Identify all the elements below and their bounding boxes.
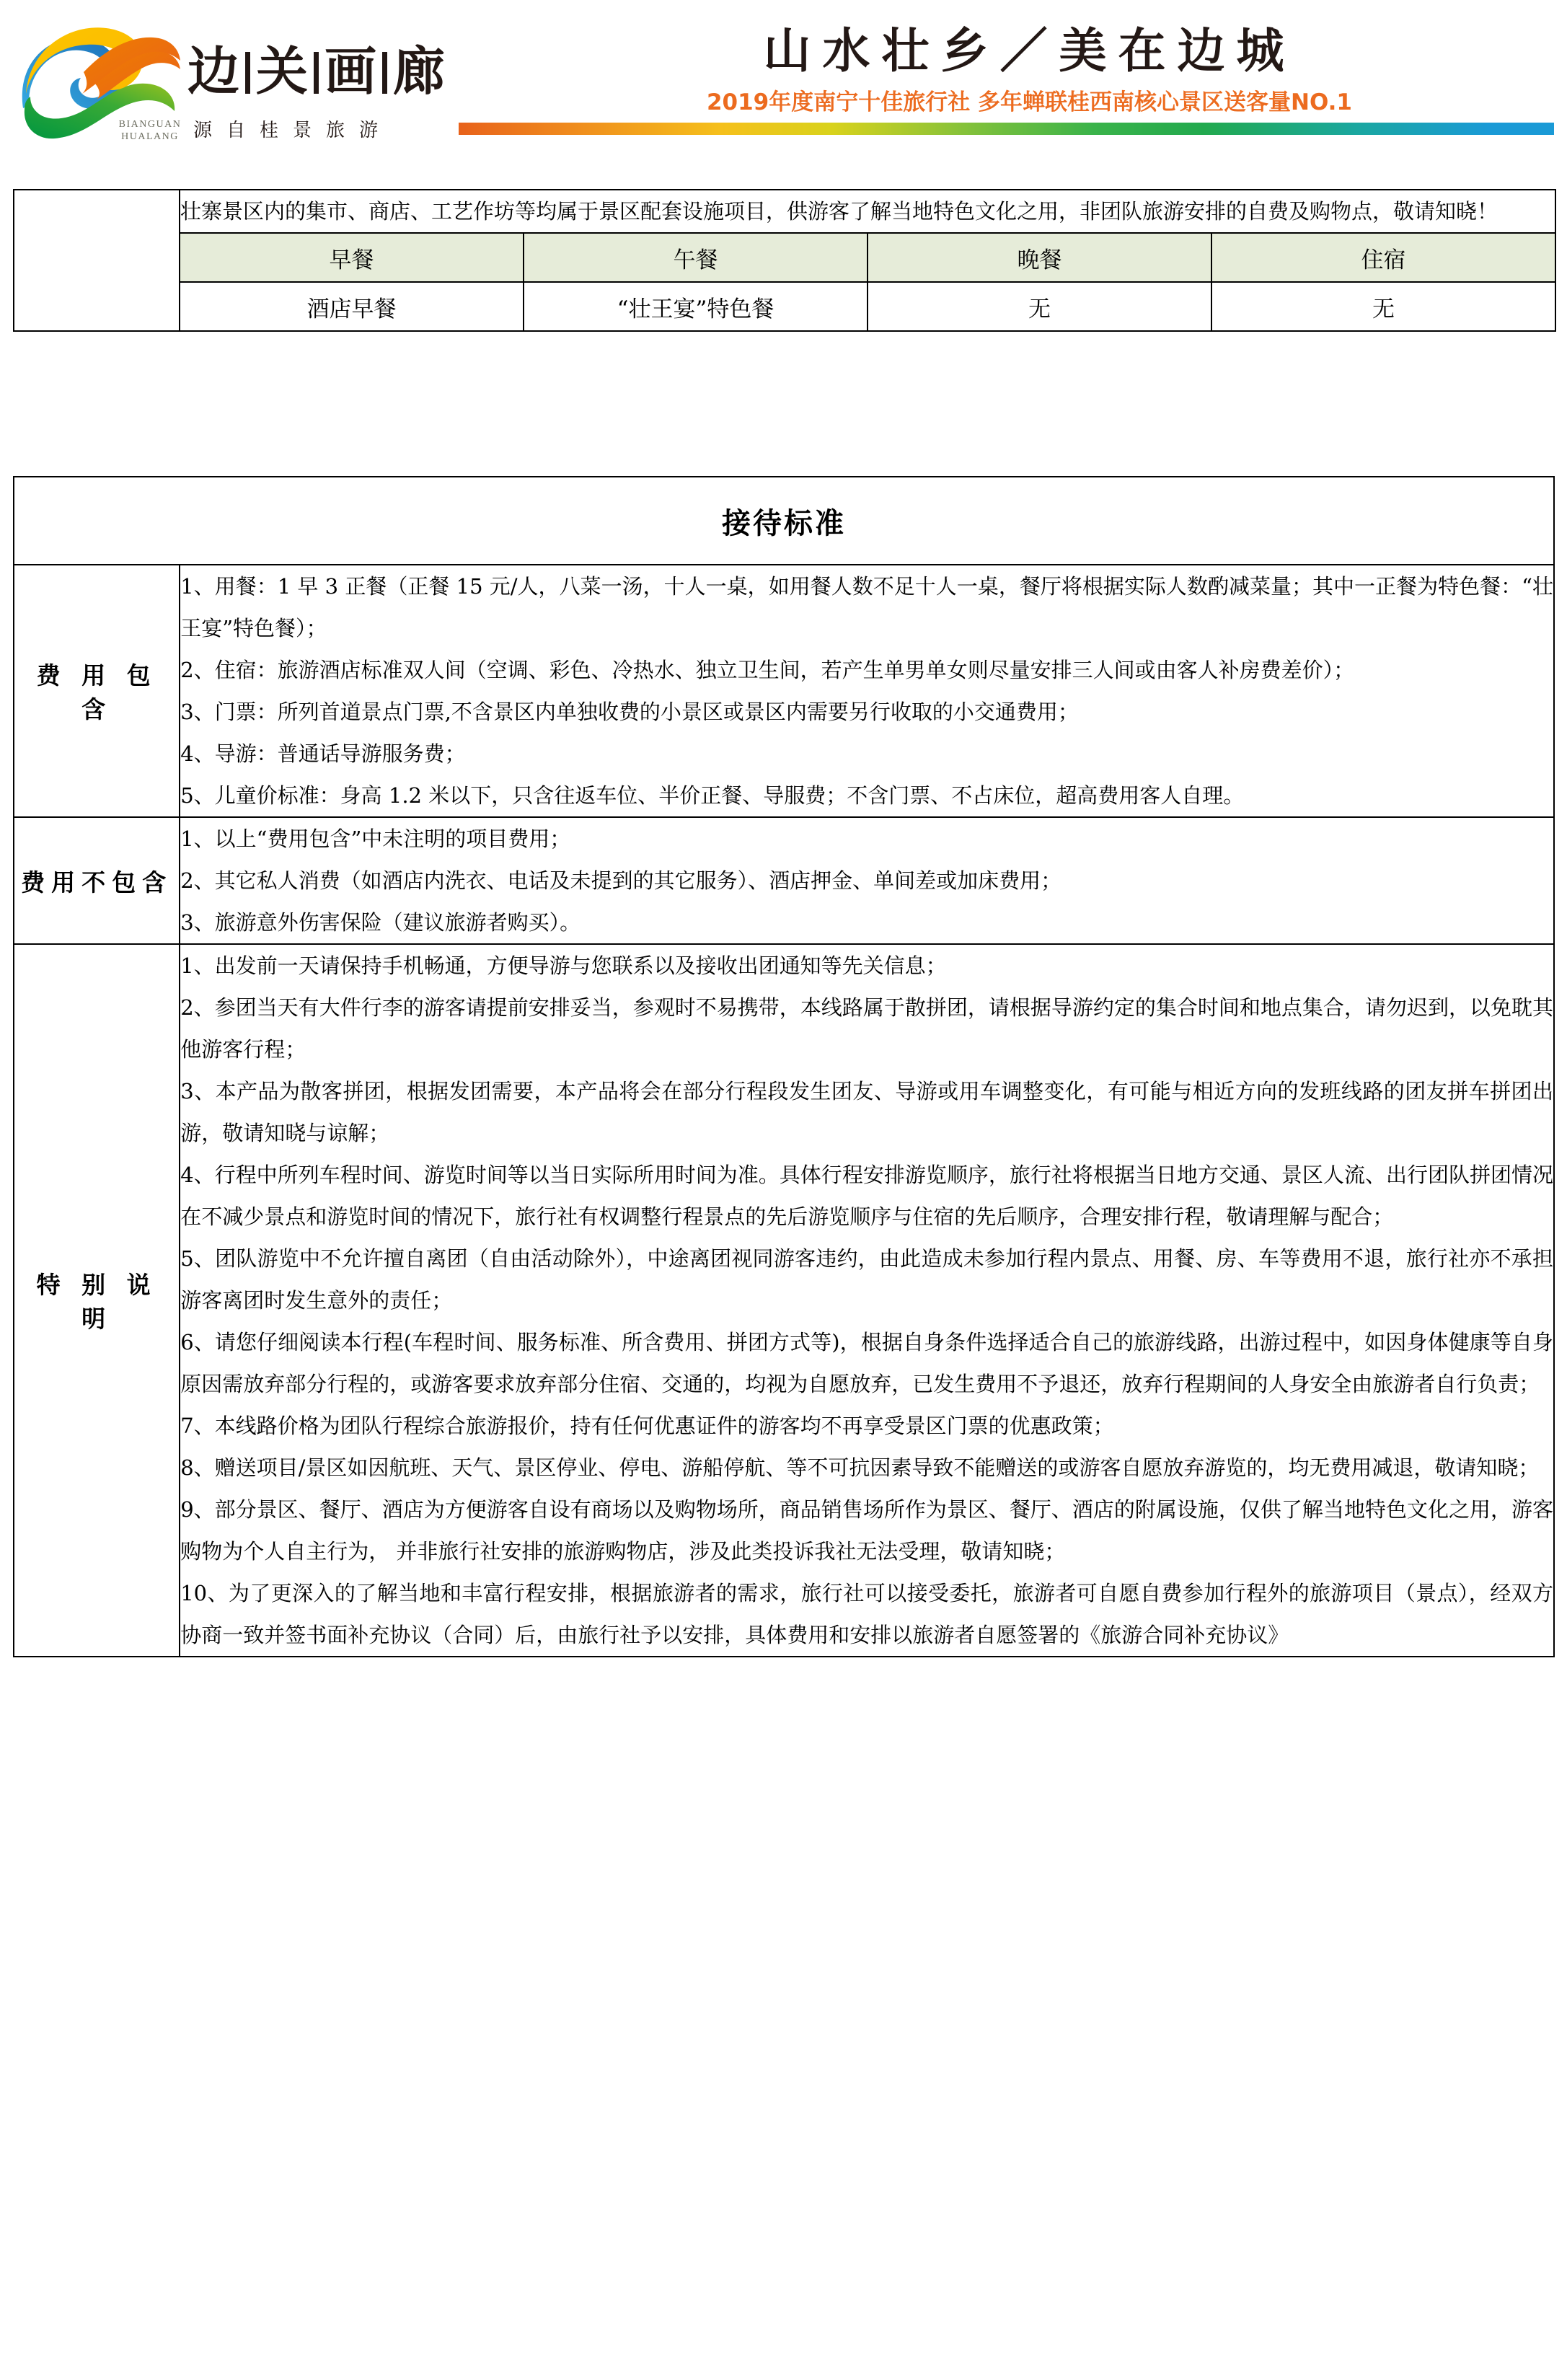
special-note-item-8: 8、赠送项目/景区如因航班、天气、景区停业、停电、游船停航、等不可抗因素导致不能赠送的或游客自愿放弃游览的，均无费用减退，敬请知晓； <box>180 1455 1540 1480</box>
meal-header-dinner: 晚餐 <box>868 233 1211 282</box>
meal-header-lunch: 午餐 <box>524 233 868 282</box>
logo-word-char-4: 廊 <box>393 41 446 102</box>
meal-value-dinner: 无 <box>868 282 1211 331</box>
special-note-item-3: 3、本产品为散客拼团，根据发团需要，本产品将会在部分行程段发生团友、导游或用车调整变化，有可能与相近方向的发班线路的团友拼车拼团出游，敬请知晓与谅解； <box>180 1079 1553 1145</box>
meal-value-lunch: “壮王宴”特色餐 <box>524 282 868 331</box>
logo-divider-3 <box>382 52 387 94</box>
row-label-fee-excluded: 费用不包含 <box>14 817 180 944</box>
table-row-fee-excluded <box>14 817 1554 944</box>
fee-included-item-4: 4、导游：普通话导游服务费； <box>180 741 466 766</box>
reception-standards-title: 接待标准 <box>14 477 1554 565</box>
table-row-fee-included <box>14 565 1554 817</box>
table-row-notice <box>14 190 1555 233</box>
meal-header-breakfast: 早餐 <box>180 233 524 282</box>
special-note-item-7: 7、本线路价格为团队行程综合旅游报价，持有任何优惠证件的游客均不再享受景区门票的优惠政策； <box>180 1414 1114 1438</box>
scenic-notice-text: 壮寨景区内的集市、商店、工艺作坊等均属于景区配套设施项目，供游客了解当地特色文化之用，非团队旅游安排的自费及购物点，敬请知晓！ <box>180 190 1555 233</box>
meal-value-breakfast: 酒店早餐 <box>180 282 524 331</box>
logo-wordmark <box>187 42 445 101</box>
special-note-item-9: 9、部分景区、餐厅、酒店为方便游客自设有商场以及购物场所，商品销售场所作为景区、餐厅、酒店的附属设施，仅供了解当地特色文化之用，游客购物为个人自主行为， 并非旅行社安排的旅游购物店，涉及此类投诉我社无法受理，敬请知晓； <box>180 1497 1553 1564</box>
fee-excluded-item-3: 3、旅游意外伤害保险（建议旅游者购买）。 <box>180 910 581 935</box>
fee-included-item-3: 3、门票：所列首道景点门票,不含景区内单独收费的小景区或景区内需要另行收取的小交通费用； <box>180 700 1079 724</box>
company-logo <box>14 13 462 157</box>
logo-word-char-1: 边 <box>187 41 240 102</box>
logo-pinyin-line2: HUALANG <box>121 131 179 142</box>
meal-value-accommodation: 无 <box>1211 282 1555 331</box>
table-row-special-notes <box>14 944 1554 1657</box>
fee-included-item-5: 5、儿童价标准：身高 1.2 米以下，只含往返车位、半价正餐、导服费；不含门票、不占床位，超高费用客人自理。 <box>180 783 1245 808</box>
fee-included-item-1: 1、用餐：1 早 3 正餐（正餐 15 元/人，八菜一汤，十人一桌，如用餐人数不足十人一桌，餐厅将根据实际人数酌减菜量；其中一正餐为特色餐：“壮王宴”特色餐）； <box>180 574 1553 640</box>
table-row-meal-headers <box>14 233 1555 282</box>
row-label-fee-included: 费 用 包 含 <box>14 565 180 817</box>
row-body-fee-excluded <box>180 817 1554 944</box>
banner-gradient-rule <box>459 123 1554 135</box>
row-body-fee-included <box>180 565 1554 817</box>
logo-divider-2 <box>314 52 319 94</box>
logo-pinyin-text <box>107 118 193 143</box>
special-note-item-1: 1、出发前一天请保持手机畅通，方便导游与您联系以及接收出团通知等先关信息； <box>180 953 947 978</box>
fee-excluded-item-2: 2、其它私人消费（如酒店内洗衣、电话及未提到的其它服务）、酒店押金、单间差或加床费用； <box>180 868 1062 893</box>
special-note-item-10: 10、为了更深入的了解当地和丰富行程安排，根据旅游者的需求，旅行社可以接受委托，旅游者可自愿自费参加行程外的旅游项目（景点），经双方协商一致并签书面补充协议（合同）后，由旅行社予以安排，具体费用和安排以旅游者自愿签署的《旅游合同补充协议》 <box>180 1581 1553 1647</box>
banner-slogan-main: 山水壮乡／美在边城 <box>763 23 1296 79</box>
special-note-item-2: 2、参团当天有大件行李的游客请提前安排妥当，参观时不易携带，本线路属于散拼团，请根据导游约定的集合时间和地点集合，请勿迟到，以免耽其他游客行程； <box>180 995 1553 1062</box>
row-label-special-notes: 特 别 说 明 <box>14 944 180 1657</box>
fee-excluded-item-1: 1、以上“费用包含”中未注明的项目费用； <box>180 827 571 851</box>
logo-divider-1 <box>245 52 250 94</box>
logo-word-char-2: 关 <box>256 41 309 102</box>
meal-header-accommodation: 住宿 <box>1211 233 1555 282</box>
table-row-title <box>14 477 1554 565</box>
page-header-banner <box>0 0 1567 167</box>
special-note-item-4: 4、行程中所列车程时间、游览时间等以当日实际所用时间为准。具体行程安排游览顺序，旅行社将根据当日地方交通、景区人流、出行团队拼团情况在不减少景点和游览时间的情况下，旅行社有权调整行程景点的先后游览顺序与住宿的先后顺序，合理安排行程，敬请理解与配合； <box>180 1163 1553 1229</box>
banner-slogan-block <box>505 16 1554 160</box>
reception-standards-table <box>13 476 1555 1657</box>
logo-word-char-3: 画 <box>325 41 377 102</box>
logo-tagline: 源自桂景旅游 <box>193 120 393 141</box>
row-body-special-notes <box>180 944 1554 1657</box>
special-note-item-6: 6、请您仔细阅读本行程(车程时间、服务标准、所含费用、拼团方式等)，根据自身条件选择适合自己的旅游线路，出游过程中，如因身体健康等自身原因需放弃部分行程的，或游客要求放弃部分住宿、交通的，均视为自愿放弃，已发生费用不予退还，放弃行程期间的人身安全由旅游者自行负责； <box>180 1330 1553 1396</box>
table-row-meal-values <box>14 282 1555 331</box>
banner-slogan-sub: 2019年度南宁十佳旅行社 多年蝉联桂西南核心景区送客量NO.1 <box>706 89 1353 115</box>
special-note-item-5: 5、团队游览中不允许擅自离团（自由活动除外），中途离团视同游客违约，由此造成未参加行程内景点、用餐、房、车等费用不退，旅行社亦不承担游客离团时发生意外的责任； <box>180 1246 1553 1313</box>
meals-spacer-cell <box>14 190 180 331</box>
logo-pinyin-line1: BIANGUAN <box>118 119 182 130</box>
fee-included-item-2: 2、住宿：旅游酒店标准双人间（空调、彩色、冷热水、独立卫生间，若产生单男单女则尽量安排三人间或由客人补房费差价）； <box>180 658 1355 682</box>
meals-table <box>13 189 1556 332</box>
